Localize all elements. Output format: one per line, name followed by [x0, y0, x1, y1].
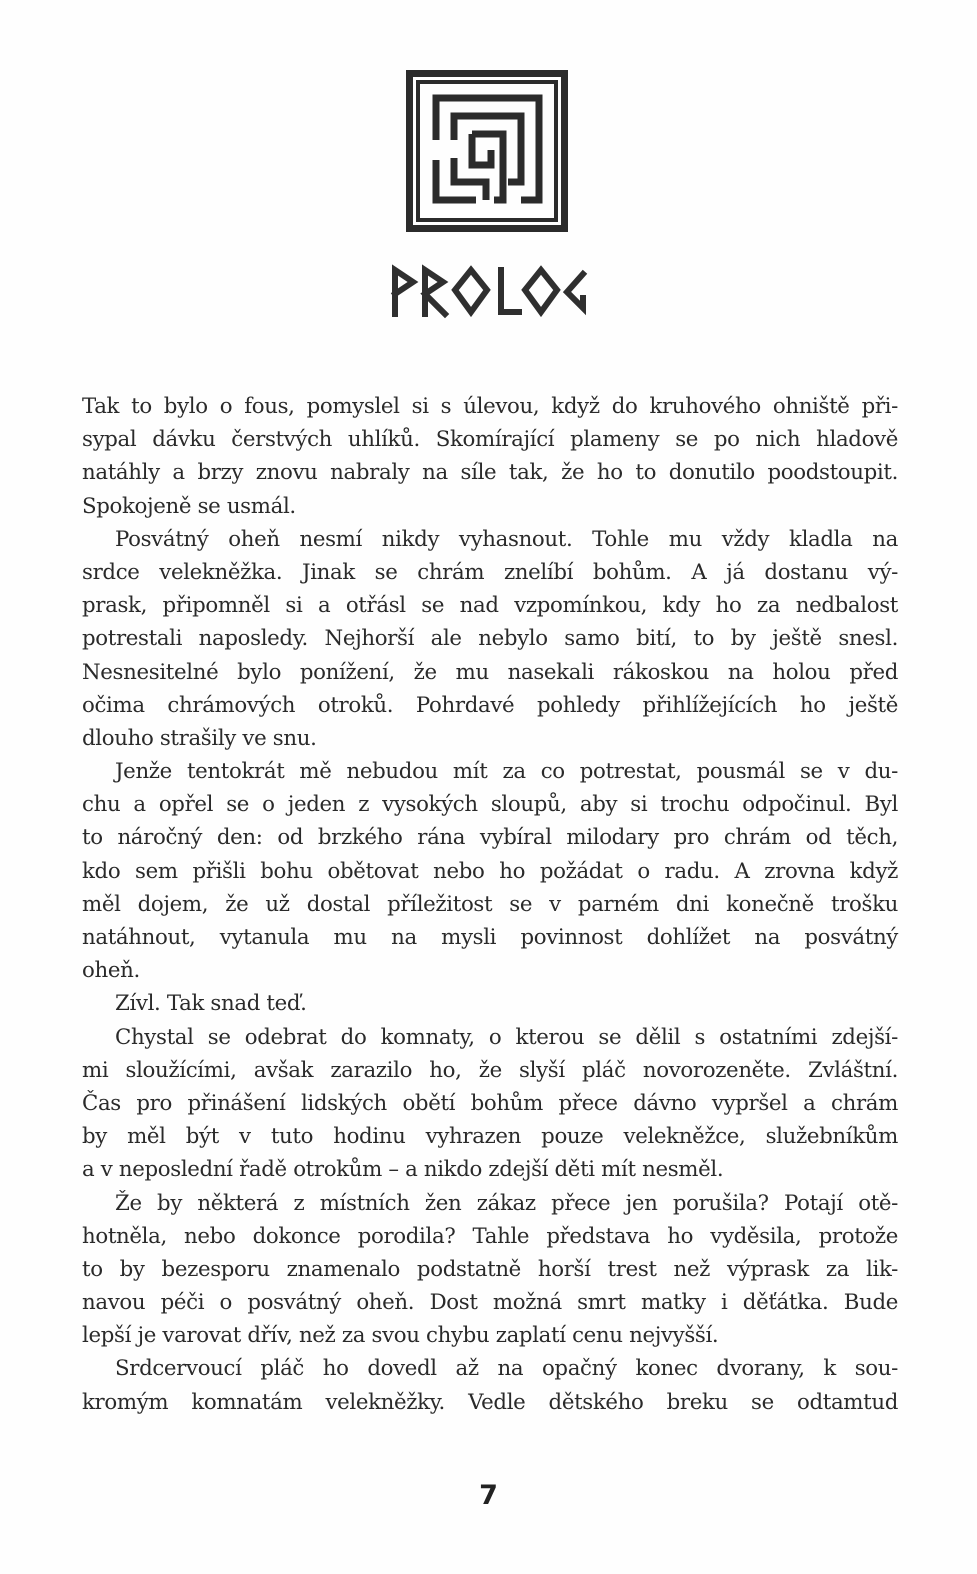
text-line: to by bezesporu znamenalo podstatně horší trest než výprask za lik- — [82, 1256, 898, 1282]
text-line: Tak to bylo o fous, pomyslel si s úlevou, když do kruhového ohniště při- — [82, 394, 898, 419]
text-line: Srdcervoucí pláč ho dovedl až na opačný konec dvorany, k sou- — [115, 1356, 898, 1382]
text-line: Jenže tentokrát mě nebudou mít za co potrestat, pousmál se v du- — [115, 759, 898, 785]
text-line: potrestali naposledy. Nejhorší ale nebylo samo bití, to by ještě snesl. — [82, 626, 898, 652]
text-line: kromým komnatám velekněžky. Vedle dětského breku se odtamtud — [82, 1389, 898, 1415]
text-line: Spokojeně se usmál. — [82, 493, 296, 519]
text-line: Chystal se odebrat do komnaty, o kterou se dělil s ostatními zdejší- — [115, 1024, 898, 1050]
text-line: Čas pro přinášení lidských obětí bohům přece dávno vypršel a chrám — [82, 1090, 898, 1116]
text-line: kdo sem přišli bohu obětovat nebo ho požádat o radu. A zrovna když — [82, 858, 898, 884]
paragraph — [82, 1352, 898, 1418]
text-line: by měl být v tuto hodinu vyhrazen pouze velekněžce, služebníkům — [82, 1124, 898, 1150]
paragraph — [82, 523, 898, 755]
chapter-body — [82, 390, 898, 1419]
paragraph — [82, 987, 898, 1020]
text-line: měl dojem, že už dostal příležitost se v parném dni konečně trošku — [82, 891, 898, 917]
text-line: prask, připomněl si a otřásl se nad vzpomínkou, kdy ho za nedbalost — [82, 593, 898, 619]
text-line: Že by některá z místních žen zákaz přece jen porušila? Potají otě- — [115, 1190, 898, 1216]
text-line: mi sloužícími, avšak zarazilo ho, že slyší pláč novorozeněte. Zvláštní. — [82, 1057, 898, 1083]
text-line: srdce velekněžka. Jinak se chrám znelíbí bohům. A já dostanu vý- — [82, 559, 898, 585]
text-line: Nesnesitelné bylo ponížení, že mu nasekali rákoskou na holou před — [82, 659, 898, 685]
chapter-title — [0, 262, 977, 325]
text-line: to náročný den: od brzkého rána vybíral milodary pro chrám od těch, — [82, 825, 898, 851]
paragraph — [82, 390, 898, 523]
text-line: Zívl. Tak snad teď. — [115, 991, 307, 1017]
text-line: a v neposlední řadě otrokům – a nikdo zdejší děti mít nesměl. — [82, 1157, 724, 1183]
text-line: očima chrámových otroků. Pohrdavé pohledy přihlížejících ho ještě — [82, 692, 898, 718]
text-line: oheň. — [82, 958, 140, 984]
text-line: chu a opřel se o jeden z vysokých sloupů, aby si trochu odpočinul. Byl — [82, 792, 898, 818]
paragraph — [82, 1187, 898, 1353]
labyrinth-icon — [406, 70, 568, 232]
text-line: natáhly a brzy znovu nabraly na síle tak, že ho to donutilo poodstoupit. — [82, 460, 898, 486]
text-line: lepší je varovat dřív, než za svou chybu zaplatí cenu nejvyšší. — [82, 1323, 719, 1349]
text-line: Posvátný oheň nesmí nikdy vyhasnout. Tohle mu vždy kladla na — [115, 526, 898, 552]
paragraph — [82, 1021, 898, 1187]
page-number: 7 — [479, 1480, 498, 1511]
text-line: dlouho strašily ve snu. — [82, 725, 317, 751]
text-line: navou péči o posvátný oheň. Dost možná smrt matky i děťátka. Bude — [82, 1290, 898, 1316]
text-line: hotněla, nebo dokonce porodila? Tahle představa ho vyděsila, protože — [82, 1223, 898, 1249]
text-line: natáhnout, vytanula mu na mysli povinnost dohlížet na posvátný — [82, 925, 898, 950]
paragraph — [82, 755, 898, 987]
text-line: sypal dávku čerstvých uhlíků. Skomírající plameny se po nich hladově — [82, 427, 898, 453]
